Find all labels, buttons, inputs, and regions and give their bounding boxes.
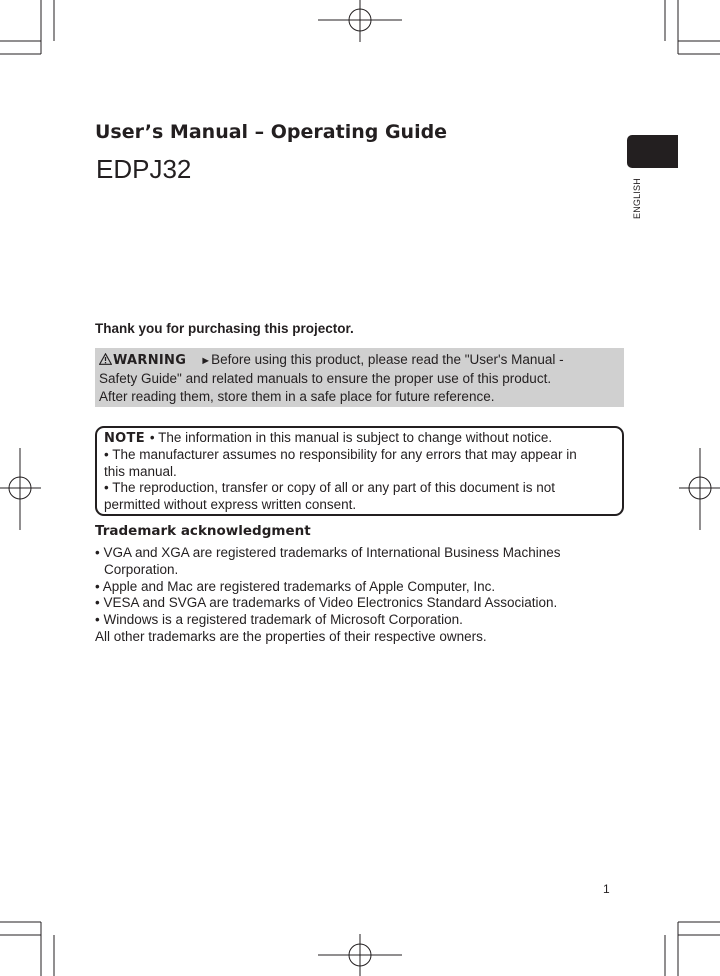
page-number: 1 [603,882,610,896]
warning-box [95,348,624,407]
list-item: • Apple and Mac are registered trademarks of Apple Computer, Inc. [95,578,496,594]
note-line-1 [104,430,615,447]
closing-line: All other trademarks are the properties of their respective owners. [95,628,487,644]
trademark-list [95,545,625,646]
page-title: User’s Manual – Operating Guide [95,121,448,143]
warning-line-3: After reading them, store them in a safe place for future reference. [99,389,495,404]
list-item: • VESA and SVGA are trademarks of Video Electronics Standard Association. [95,595,558,611]
list-item-continuation: Corporation. [104,561,179,577]
note-line-3: this manual. [104,463,177,479]
list-item: • VGA and XGA are registered trademarks of International Business Machines [95,545,561,560]
trademark-heading: Trademark acknowledgment [95,523,311,539]
warning-arrow: ► [200,355,212,367]
warning-text: Before using this product, please read the "User's Manual - [211,352,564,367]
intro-text: Thank you for purchasing this projector. [95,321,354,336]
warning-triangle-icon [99,352,112,370]
warning-line-2: Safety Guide" and related manuals to ensure the proper use of this product. [99,371,552,386]
note-text: • The information in this manual is subject to change without notice. [149,430,553,445]
note-line-5: permitted without express written consent. [104,496,357,512]
note-line-4: • The reproduction, transfer or copy of all or any part of this document is not [104,480,555,496]
note-box [95,426,624,516]
note-label: NOTE [104,431,145,446]
language-tab-label: ENGLISH [632,178,642,219]
warning-label: WARNING [113,353,187,368]
language-tab [627,135,678,168]
warning-line-1 [99,351,620,370]
list-item: • Windows is a registered trademark of Microsoft Corporation. [95,612,463,628]
model-number: EDPJ32 [96,154,192,184]
note-line-2: • The manufacturer assumes no responsibility for any errors that may appear in [104,447,577,463]
